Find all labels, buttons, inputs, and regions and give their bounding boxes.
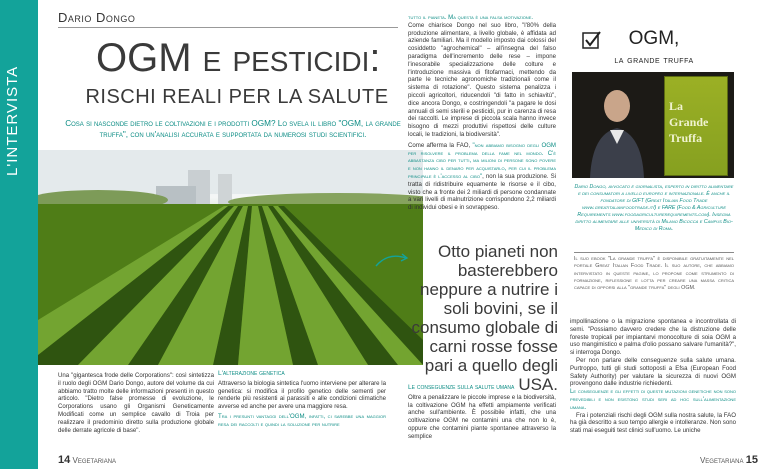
book-cover [664, 76, 728, 176]
left-column [58, 372, 214, 434]
cover-word-1: La [669, 99, 684, 113]
pull-quote: Otto pianeti non basterebbero neppure a nutrire i soli bovini, se il consumo globale di carni rosse fosse pari a quello degli USA. [411, 242, 558, 394]
health-paragraph: Oltre a penalizzare le piccole imprese e la biodiversità, la coltivazione OGM ha effetti ampiamente verificati anche sull'ambiente. È possibile infatti, che una coltivazione OGM ne contamini una che non lo è, oppure che contamini piante spontanee attraverso la semplice [408, 393, 556, 440]
author-portrait [582, 82, 652, 178]
fao-intro: Come afferma la FAO, [408, 141, 473, 149]
genetic-paragraph: Attraverso la biologia sintetica l'uomo interviene per alterare la genetica: si modifica il profilo genetico delle sementi per renderle più resistenti ai parassiti e alle condizioni climatiche avverse ed anche per avere una maggiore resa. [218, 379, 386, 411]
right-footer [700, 454, 758, 466]
left-magazine-name: Vegetariana [72, 456, 117, 465]
fao-quote: "non abbiamo bisogno degli OGM per risolvere il problema della fame nel mondo. C'è abbastanza cibo per tutti, ma milioni di persone sono povere e non hanno il denaro per acquistarlo, per cui il problema principale è l'accesso al cibo" [408, 141, 557, 180]
cover-word-3: Truffa [669, 131, 703, 145]
right-highlight: Le conseguenze e gli effetti di queste mutazioni genetiche non sono prevedibili e non esistono studi seri ad hoc sull'alimentazione umana. [570, 388, 736, 411]
center-top-column [408, 14, 556, 212]
section-heading-genetic: L'alterazione genetica [218, 370, 285, 377]
section-heading-health: Le conseguenze sulla salute umana [408, 384, 515, 391]
book-title: OGM, [628, 28, 680, 49]
right-column [570, 318, 736, 435]
genetic-highlight: Tra i presunti vantaggi dell'OGM, infatti, ci sarebbe una maggior resa dei raccolti e quindi la soluzione per nutrire [218, 412, 386, 428]
center-paragraph-2 [408, 142, 556, 212]
sidebar-divider [574, 252, 734, 253]
side-band [0, 0, 38, 469]
book-subtitle: la grande truffa [614, 55, 694, 66]
section-label: L'INTERVISTA [4, 65, 21, 176]
fao-conclusion: , non la sua produzione. Si tratta di ridistribuire equamente le risorse e il cibo, visto che a fronte dei 2 miliardi di persone condannate a vari livelli di malnutrizione corrispondono 2,2 miliardi di individui obesi e in sovrappeso. [408, 172, 556, 212]
article-lead: Cosa si nasconde dietro le coltivazioni e i prodotti OGM? Lo svela il libro "OGM, la grande truffa", con un'analisi accurata e supportata da numerosi studi scientifici. [65, 119, 401, 139]
cover-word-2: Grande [669, 115, 709, 129]
author-bio: Dario Dongo, avvocato e giornalista, esperto in diritto alimentare e dei consumatori a livello europeo e internazionale. È anche il fondatore di GIFT (Great Italian Food Trade www.greatitalianfoodtrade.it/) e FARE (Food & Agriculture Requirements www.foodagriculturerequirements.com). Insegna diritto alimentare alle università di Milano Bicocca e Campus Bio-Medico di Roma. [574, 184, 734, 232]
right-magazine-name: Vegetariana [699, 456, 744, 465]
article-title: OGM e pesticidi: [96, 36, 381, 80]
author-name: Dario Dongo [58, 10, 398, 28]
right-page-number: 15 [745, 454, 758, 466]
center-intro-highlight: tutto il pianeta. Ma questa è una falsa motivazione. [408, 14, 534, 21]
pull-quote-arrow-icon [374, 250, 410, 270]
field-illustration [38, 150, 423, 365]
intro-paragraph: Una "gigantesca frode delle Corporations": così sintetizza il ruolo degli OGM Dario Dongo, autore del volume da cui abbiamo tratto molte delle informazioni presenti in questo articolo. "Dietro false promesse di evoluzione, le Corporations usano gli Organismi Geneticamente Modificati come un semplice cavallo di Troia per realizzare il predominio diretto sulla produzione globale delle derrate agricole di base". [58, 372, 214, 434]
left-page-number: 14 [58, 454, 71, 466]
center-paragraph-1: Come chiarisce Dongo nel suo libro, "l'80% della produzione alimentare, a livello globale, è affidata ad aziende familiari. Ma il modello imposto dai colossi del cosiddetto "agrochemical" – all'insegna del falso paradigma dell'incremento delle rese – impone l'inesorabile specializzazione delle colture e l'introduzione massiva di fitofarmaci, mettendo da parte le tecniche agronomiche tradizionali come il sistema di rotazione". Questo sistema penalizza i piccoli agricoltori, riducendoli "di fatto in schiavitù", dice ancora Dongo, e costringendoli "a pagare le dosi annuali di semi sterili e pesticidi, pur in carenza di resa dei raccolti. Le imprese di piccola scala hanno invece bisogno di mezzi produttivi rispettosi delle culture locali, le tradizioni, la biodiversità". [408, 21, 556, 138]
right-paragraph-3: Fra i potenziali rischi degli OGM sulla nostra salute, la FAO ha già descritto a suo tempo allergie e intolleranze. Non sono stati mai eseguiti test clinici sull'uomo. Le uniche [570, 411, 736, 435]
right-paragraph-2: Per non parlare delle conseguenze sulla salute umana. Purtroppo, tutti gli studi sottoposti a Efsa (European Food Safety Authority) per valutare la sicurezza di nuovi OGM provengono dalle industrie richiedenti. [570, 356, 736, 388]
middle-column [218, 370, 386, 429]
ebook-note: Il suo ebook "La grande truffa" è disponibile gratuitamente nel portale Great Italian Food Trade. Il suo autore, che abbiamo intervistato in queste pagine, lo propone come strumento di formazione, riflessione e lotta per creare una massa critica capace di opporsi alla "grande truffa" degli OGM. [574, 256, 734, 292]
center-bottom-column [408, 384, 556, 441]
author-book-photo [572, 72, 734, 178]
right-paragraph-1: impollinazione o la migrazione spontanea e incontrollata di semi. "Possiamo davvero credere che la distruzione delle foreste tropicali per impiantarvi monocolture di soia OGM a uso mangimistico e palma d'olio possano salvare l'umanità?", si interroga Dongo. [570, 318, 736, 357]
crop-field-photo [38, 150, 423, 365]
left-footer [58, 454, 116, 466]
article-subtitle: RISCHI REALI PER LA SALUTE [85, 86, 389, 108]
